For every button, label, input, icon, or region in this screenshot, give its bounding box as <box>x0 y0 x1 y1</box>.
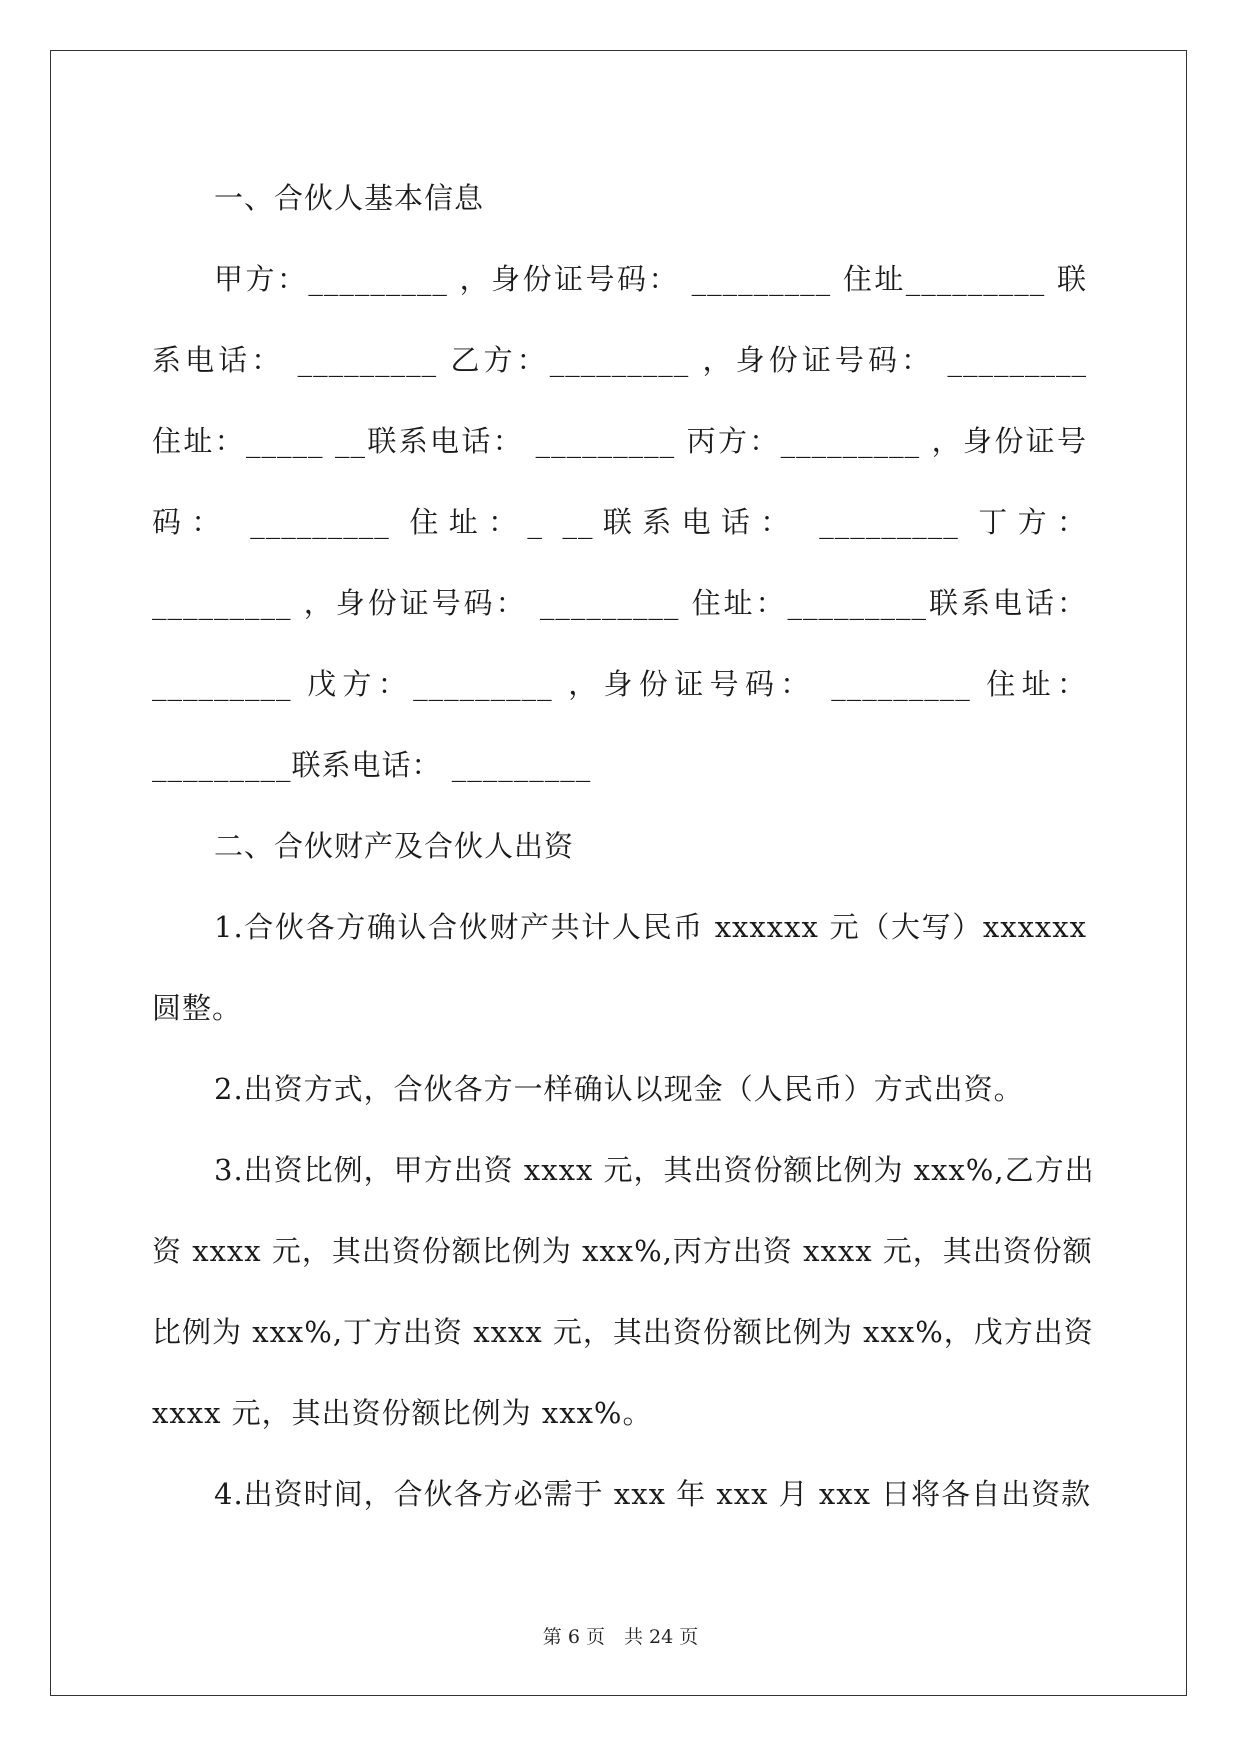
text-line: 系电话： _________ 乙方：_________ ，身份证号码： _________ <box>152 343 1087 377</box>
text-line: _________联系电话： _________ <box>152 748 592 782</box>
text-line: xxxx 元，其出资份额比例为 xxx%。 <box>152 1396 653 1430</box>
text-line: 资 xxxx 元，其出资份额比例为 xxx%,丙方出资 xxxx 元，其出资份额 <box>152 1234 1093 1268</box>
text-line: 码： _________ 住址：_ __联系电话： _________ 丁方： <box>152 505 1087 539</box>
text-line: 圆整。 <box>152 991 243 1025</box>
text-line: 4.出资时间，合伙各方必需于 xxx 年 xxx 月 xxx 日将各自出资款 <box>214 1477 1092 1511</box>
text-line: 比例为 xxx%,丁方出资 xxxx 元，其出资份额比例为 xxx%，戊方出资 <box>152 1315 1094 1349</box>
page-number-footer: 第 6 页 共 24 页 <box>542 1626 699 1648</box>
text-line: 住址：_____ __联系电话： _________ 丙方：_________ ，身份证号 <box>152 424 1087 458</box>
text-line: 2.出资方式，合伙各方一样确认以现金（人民币）方式出资。 <box>214 1072 1024 1106</box>
section-heading-partner-info: 一、合伙人基本信息 <box>214 181 485 215</box>
document-body <box>152 158 1095 1535</box>
text-line: _________ 戊方：_________ ，身份证号码： _________ 住址： <box>152 667 1087 701</box>
text-line: 1.合伙各方确认合伙财产共计人民币 xxxxxx 元（大写）xxxxxx <box>214 910 1087 944</box>
text-line: _________ ，身份证号码： _________ 住址：_________联系电话： <box>152 586 1087 620</box>
text-line: 甲方：_________ ，身份证号码： _________ 住址_________ 联 <box>214 262 1087 296</box>
text-line: 3.出资比例，甲方出资 xxxx 元，其出资份额比例为 xxx%,乙方出 <box>214 1153 1095 1187</box>
section-heading-capital: 二、合伙财产及合伙人出资 <box>214 829 575 863</box>
